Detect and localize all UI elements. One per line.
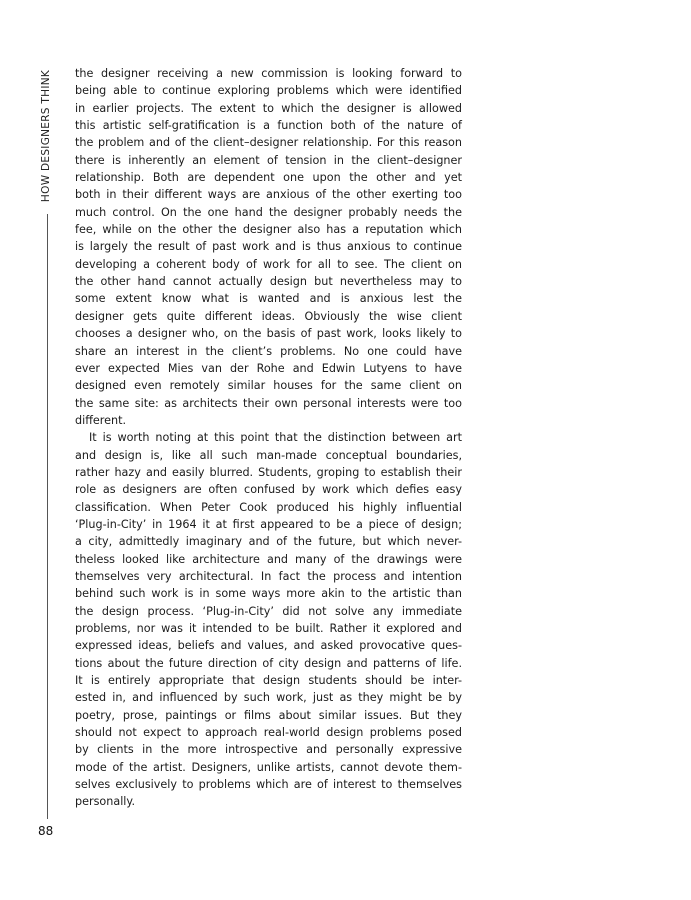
text-line: fee, while on the other the designer also has a reputation which — [75, 223, 462, 237]
text-line: developing a coherent body of work for all to see. The client on — [75, 257, 462, 271]
text-line: problems, nor was it intended to be built. Rather it explored and — [75, 622, 462, 635]
running-head-text: HOW DESIGNERS THINK — [40, 69, 52, 203]
text-line: expressed ideas, beliefs and values, and asked provocative ques- — [75, 639, 462, 653]
body-text — [75, 65, 462, 811]
text-line: ever expected Mies van der Rohe and Edwin Lutyens to have — [75, 361, 462, 375]
text-line: behind such work is in some ways more akin to the artistic than — [75, 587, 462, 601]
text-line: It is entirely appropriate that design students should be inter- — [75, 674, 462, 688]
text-line: role as designers are often confused by work which defies easy — [75, 483, 462, 497]
text-line: by clients in the more introspective and personally expressive — [75, 743, 462, 757]
text-line: the same site: as architects their own personal interests were too — [75, 396, 462, 410]
text-line: much control. On the one hand the designer probably needs the — [75, 205, 462, 219]
text-line: relationship. Both are dependent one upon the other and yet — [75, 171, 462, 185]
text-line: should not expect to approach real-world design problems posed — [75, 726, 462, 740]
text-line: this artistic self-gratification is a function both of the nature of — [75, 119, 462, 133]
text-line: themselves very architectural. In fact the process and intention — [75, 569, 462, 583]
text-line: poetry, prose, paintings or films about similar issues. But they — [75, 708, 462, 722]
text-line: ested in, and influenced by such work, just as they might be by — [75, 691, 462, 705]
text-line: being able to continue exploring problems which were identified — [75, 84, 462, 98]
text-line: classification. When Peter Cook produced his highly influential — [75, 500, 462, 514]
text-line: share an interest in the client’s problems. No one could have — [75, 344, 462, 358]
page-number: 88 — [38, 824, 54, 838]
vertical-rule — [47, 214, 48, 819]
text-line: designer gets quite different ideas. Obviously the wise client — [75, 309, 462, 323]
text-line: designed even remotely similar houses for the same client on — [75, 379, 462, 393]
text-line: tions about the future direction of city design and patterns of life. — [75, 656, 462, 670]
text-line: a city, admittedly imaginary and of the future, but which never- — [75, 535, 462, 549]
text-line: is largely the result of past work and is thus anxious to continue — [75, 240, 462, 254]
text-line: in earlier projects. The extent to which the designer is allowed — [75, 101, 462, 115]
text-line: the problem and of the client–designer relationship. For this reason — [75, 136, 462, 150]
text-line: theless looked like architecture and many of the drawings were — [75, 552, 462, 566]
running-head — [38, 66, 54, 206]
text-line: both in their different ways are anxious of the other exerting too — [75, 188, 462, 202]
text-line: the designer receiving a new commission is looking forward to — [75, 67, 462, 80]
text-line: selves exclusively to problems which are of interest to themselves — [75, 778, 462, 792]
text-line: mode of the artist. Designers, unlike artists, cannot devote them- — [75, 760, 462, 774]
text-line: rather hazy and easily blurred. Students, groping to establish their — [75, 465, 462, 479]
paragraph-start-line: It is worth noting at this point that the distinction between art — [89, 431, 462, 445]
paragraph-end-line: different. — [75, 413, 127, 427]
text-line: the other hand cannot actually design but nevertheless may to — [75, 275, 462, 289]
text-line: there is inherently an element of tension in the client–designer — [75, 153, 462, 167]
text-line: ‘Plug-in-City’ in 1964 it at first appeared to be a piece of design; — [75, 517, 462, 531]
text-line: the design process. ‘Plug-in-City’ did not solve any immediate — [75, 604, 462, 618]
text-line: chooses a designer who, on the basis of past work, looks likely to — [75, 327, 462, 341]
text-line: and design is, like all such man-made conceptual boundaries, — [75, 448, 462, 462]
text-line: some extent know what is wanted and is anxious lest the — [75, 292, 462, 306]
paragraph-end-line: personally. — [75, 795, 135, 809]
